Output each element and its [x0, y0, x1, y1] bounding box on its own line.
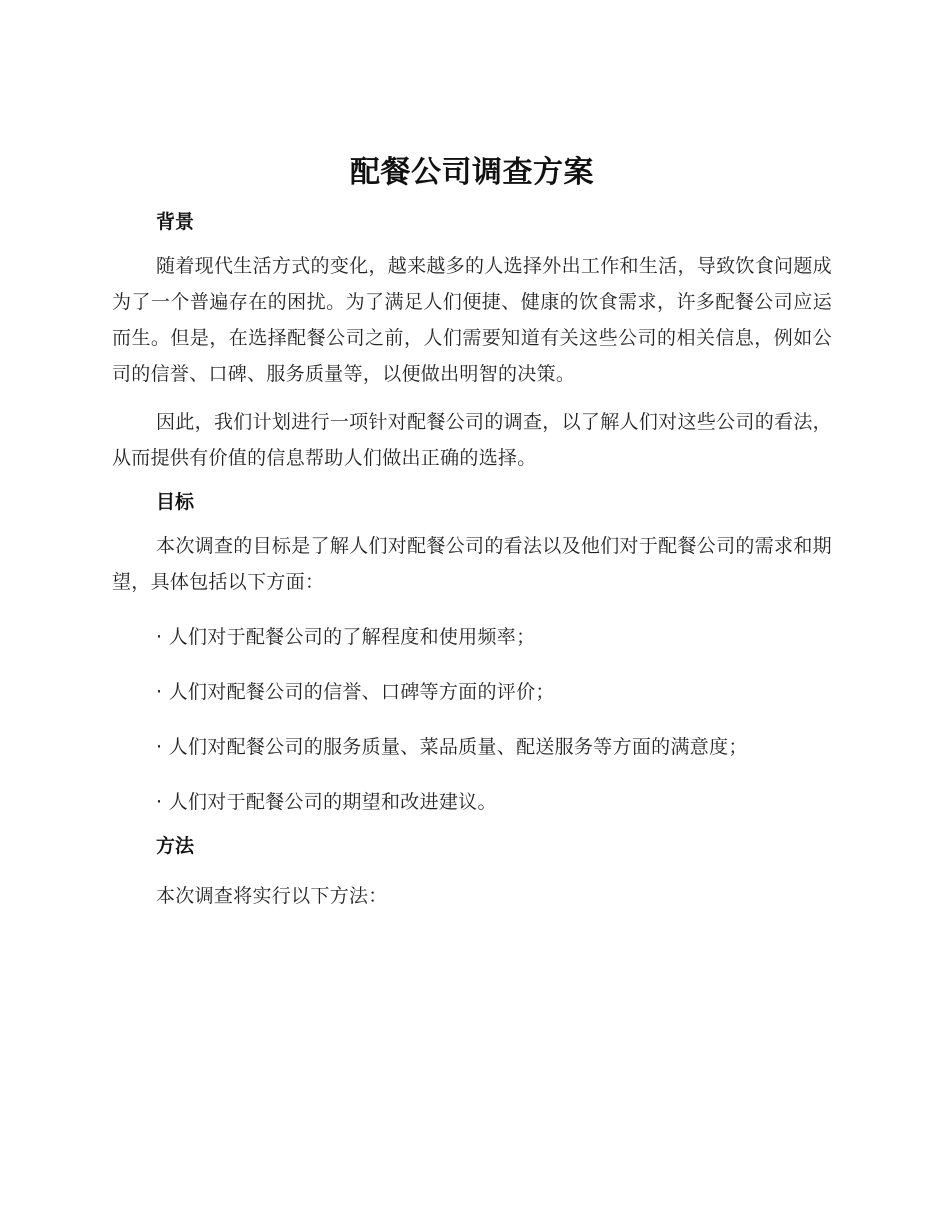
goals-bullet-1: · 人们对于配餐公司的了解程度和使用频率；	[156, 626, 536, 648]
document-content	[112, 150, 832, 914]
goals-bullet-3: · 人们对配餐公司的服务质量、菜品质量、配送服务等方面的满意度；	[156, 736, 748, 758]
goals-bullet-4: · 人们对于配餐公司的期望和改进建议。	[156, 791, 497, 813]
goals-bullet-2: · 人们对配餐公司的信誉、口碑等方面的评价；	[156, 681, 555, 703]
section-heading-methods: 方法	[156, 835, 195, 857]
document-title: 配餐公司调查方案	[350, 155, 594, 190]
methods-paragraph: 本次调查将实行以下方法：	[156, 885, 388, 907]
background-paragraph-2: 因此，我们计划进行一项针对配餐公司的调查，以了解人们对这些公司的看法，从而提供有价值的信息帮助人们做出正确的选择。	[112, 411, 832, 469]
section-heading-background: 背景	[156, 211, 195, 233]
goals-paragraph: 本次调查的目标是了解人们对配餐公司的看法以及他们对于配餐公司的需求和期望，具体包括以下方面：	[112, 535, 832, 593]
section-heading-goals: 目标	[156, 491, 195, 513]
background-paragraph-1: 随着现代生活方式的变化，越来越多的人选择外出工作和生活，导致饮食问题成为了一个普遍存在的困扰。为了满足人们便捷、健康的饮食需求，许多配餐公司应运而生。但是，在选择配餐公司之前，人们需要知道有关这些公司的相关信息，例如公司的信誉、口碑、服务质量等，以便做出明智的决策。	[112, 255, 832, 385]
